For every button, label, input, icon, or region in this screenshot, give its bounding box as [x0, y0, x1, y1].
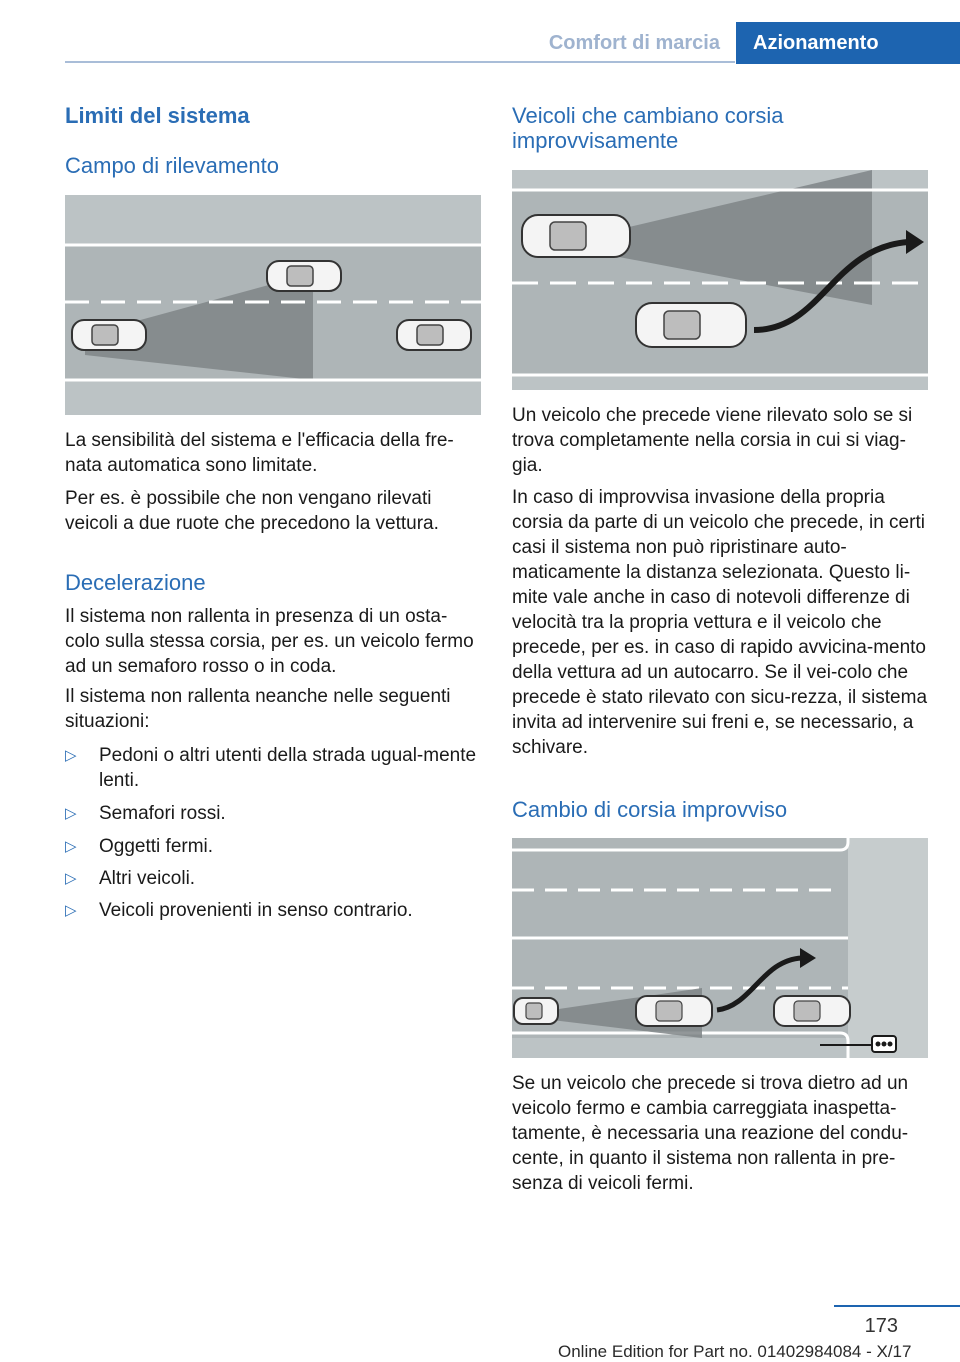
sudden-lane-change-figure [512, 838, 928, 1058]
triangle-bullet-icon: ▷ [65, 747, 77, 764]
list-item: ▷ Oggetti fermi. [65, 836, 214, 857]
list-item: ▷ Pedoni o altri utenti della strada ugual-mente lenti. [65, 745, 477, 791]
car-same-lane-icon [397, 320, 471, 350]
section-title: Limiti del sistema [65, 103, 250, 128]
paragraph-stationary-vehicle: Se un veicolo che precede si trova dietro ad un veicolo fermo e cambia carreggiata inaspetta-tamente, è necessaria una reazione del condu-cente, in quanto il sistema non rallenta in pre-senza di veicoli fermi. [512, 1073, 909, 1194]
subsection-title-deceleration: Decelerazione [65, 570, 206, 595]
paragraph-cut-in-limit: In caso di improvvisa invasione della propria corsia da parte di un veicolo che precede, in certi casi il sistema non può ripristinare auto-maticamente la distanza selezionata. Questo li-mite vale anche in caso di notevoli differenze di velocità tra la propria vettura e il veicolo che precede, per es. in caso di rapido avvicina-mento della vettura ad un autocarro. Se il vei-colo che precede è stato rilevato con sicu-rezza, il sistema invita ad intervenire sui freni e, se necessario, a schivare. [512, 487, 928, 758]
list-item: ▷ Semafori rossi. [65, 803, 226, 824]
cutting-in-car-icon [636, 303, 746, 347]
paragraph-detection-lane: Un veicolo che precede viene rilevato solo se si trova completamente nella corsia in cui si viag-gia. [512, 405, 913, 476]
own-car-icon [522, 215, 630, 257]
paragraph-obstacle: Il sistema non rallenta in presenza di un osta-colo sulla stessa corsia, per es. un veicolo fermo ad un semaforo rosso o in coda. [65, 606, 474, 677]
triangle-bullet-icon: ▷ [65, 838, 77, 855]
traffic-light-icon [872, 1036, 896, 1052]
page-number: 173 [864, 1315, 898, 1337]
subsection-title-sudden-lane-change: Cambio di corsia improvviso [512, 797, 788, 822]
subsection-title-cut-in: Veicoli che cambiano corsia improvvisamente [512, 103, 784, 153]
triangle-bullet-icon: ▷ [65, 805, 77, 822]
header-chapter-tab[interactable]: Azionamento [736, 22, 960, 64]
leading-car-icon [636, 996, 712, 1026]
paragraph-sensitivity: La sensibilità del sistema e l'efficacia della fre-nata automatica sono limitate. [65, 430, 454, 476]
detection-range-figure [65, 195, 481, 415]
own-car-icon [514, 998, 558, 1024]
subsection-title-detection-range: Campo di rilevamento [65, 153, 279, 178]
stationary-car-icon [774, 996, 850, 1026]
list-item: ▷ Veicoli provenienti in senso contrario. [65, 900, 413, 921]
header-section-tab[interactable]: Comfort di marcia [548, 32, 720, 54]
footer-edition: Online Edition for Part no. 01402984084 - X/17 [558, 1342, 912, 1361]
list-item: ▷ Altri veicoli. [65, 868, 196, 889]
paragraph-two-wheelers: Per es. è possibile che non vengano rilevati veicoli a due ruote che precedono la vettura. [65, 488, 439, 534]
cut-in-figure [512, 170, 928, 390]
footer-rule [834, 1305, 960, 1307]
triangle-bullet-icon: ▷ [65, 902, 77, 919]
car-ahead-icon [267, 261, 341, 291]
triangle-bullet-icon: ▷ [65, 870, 77, 887]
paragraph-situations: Il sistema non rallenta neanche nelle seguenti situazioni: [65, 686, 451, 732]
own-car-icon [72, 320, 146, 350]
